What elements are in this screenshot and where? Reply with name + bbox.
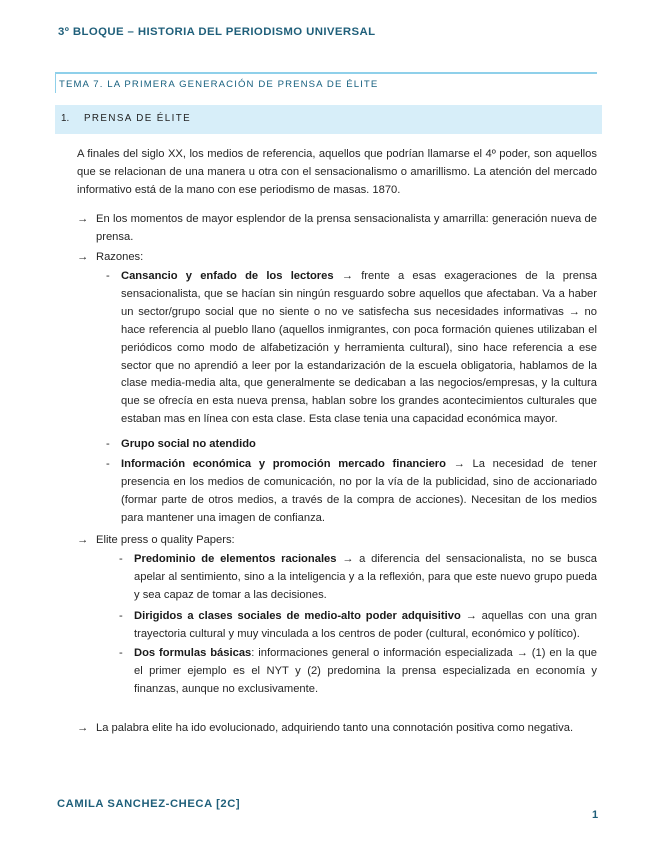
section-number: 1. (61, 113, 70, 124)
dash-icon: - (106, 458, 110, 470)
page-number: 1 (592, 809, 599, 821)
arrow-icon: → (77, 722, 89, 734)
dash-icon: - (106, 270, 110, 282)
razon-bold: Información económica y promoción mercado financiero (121, 458, 446, 470)
dash-icon: - (119, 610, 123, 622)
elite-item (134, 645, 597, 699)
elite-item (134, 608, 597, 644)
elite-bold: Dos formulas básicas (134, 647, 252, 659)
razon-item (121, 436, 597, 454)
document-header: 3º BLOQUE – HISTORIA DEL PERIODISMO UNIVERSAL (58, 26, 376, 38)
bullet-elite-press: Elite press o quality Papers: (96, 534, 235, 546)
section-heading (55, 105, 602, 134)
razon-text: → frente a esas exageraciones de la prensa sensacionalista, que se hacían sin ningún resguardo sobre aquellos que afectaban. Va a haber un sector/grupo social que no siente o no ve satisfecha sus necesidades informativas → no hace referencia al pueblo llano (aquellos inmigrantes, con poca formación quienes utilizaban el periódicos como modo de alfabetización y herramienta cultural), sino hace referencia a ese sector que no aprendió a leer por la estandarización de la escuela obligatoria, hablamos de la clase media-media alta, que generalmente se dedicaban a las negocios/empresas, y la cultura que se ofrecía en esta nueva prensa, hablan sobre los grandes acontecimientos culturales que estaban mas en línea con esta clase. Esta clase tenia una capacidad económica mayor. (121, 270, 597, 426)
razon-text: → La necesidad de tener presencia en los medios de comunicación, no por la vía de la publicidad, sino de accionariado (formar parte de otros medios, a través de la compra de acciones). Necesitan de los medios para mantener una imagen de confianza. (121, 458, 597, 524)
intro-paragraph: A finales del siglo XX, los medios de referencia, aquellos que podrían llamarse el 4º poder, son aquellos que se relacionan de una manera u otra con el sensacionalismo o amarillismo. La atención del mercado informativo está de la mano con ese periodismo de masas. 1870. (77, 148, 597, 196)
arrow-icon: → (77, 534, 89, 546)
bullet-razones: Razones: (96, 251, 144, 263)
bullet-generacion: En los momentos de mayor esplendor de la prensa sensacionalista y amarrilla: generación nueva de prensa. (96, 213, 597, 243)
dash-icon: - (119, 647, 123, 659)
dash-icon: - (106, 438, 110, 450)
razon-bold: Grupo social no atendido (121, 438, 256, 450)
elite-text: → aquellas con una gran trayectoria cultural y muy vinculada a los centros de poder (cultural, económico y político). (134, 610, 597, 640)
footer-author: CAMILA SANCHEZ-CHECA [2C] (57, 798, 241, 810)
arrow-icon: → (77, 213, 89, 225)
elite-text: → a diferencia del sensacionalista, no se busca apelar al sentimiento, sino a la inteligencia y a la reflexión, para que este nuevo grupo pueda y sea capaz de tomar a las decisiones. (134, 553, 597, 601)
elite-bold: Dirigidos a clases sociales de medio-alto poder adquisitivo (134, 610, 461, 622)
section-title: PRENSA DE ÉLITE (84, 113, 192, 124)
razon-bold: Cansancio y enfado de los lectores (121, 270, 334, 282)
razon-item (121, 456, 597, 528)
elite-item (134, 551, 597, 605)
elite-text: : informaciones general o información especializada → (1) en la que el primer ejemplo es el NYT y (2) predomina la prensa especializada en economía y finanzas, aunque no exclusivamente. (134, 647, 597, 695)
elite-bold: Predominio de elementos racionales (134, 553, 337, 565)
tema-heading: TEMA 7. LA PRIMERA GENERACIÓN DE PRENSA DE ÉLITE (55, 72, 597, 93)
bullet-palabra-elite: La palabra elite ha ido evolucionado, adquiriendo tanto una connotación positiva como negativa. (96, 722, 574, 734)
dash-icon: - (119, 553, 123, 565)
razon-item (121, 268, 597, 429)
arrow-icon: → (77, 251, 89, 263)
